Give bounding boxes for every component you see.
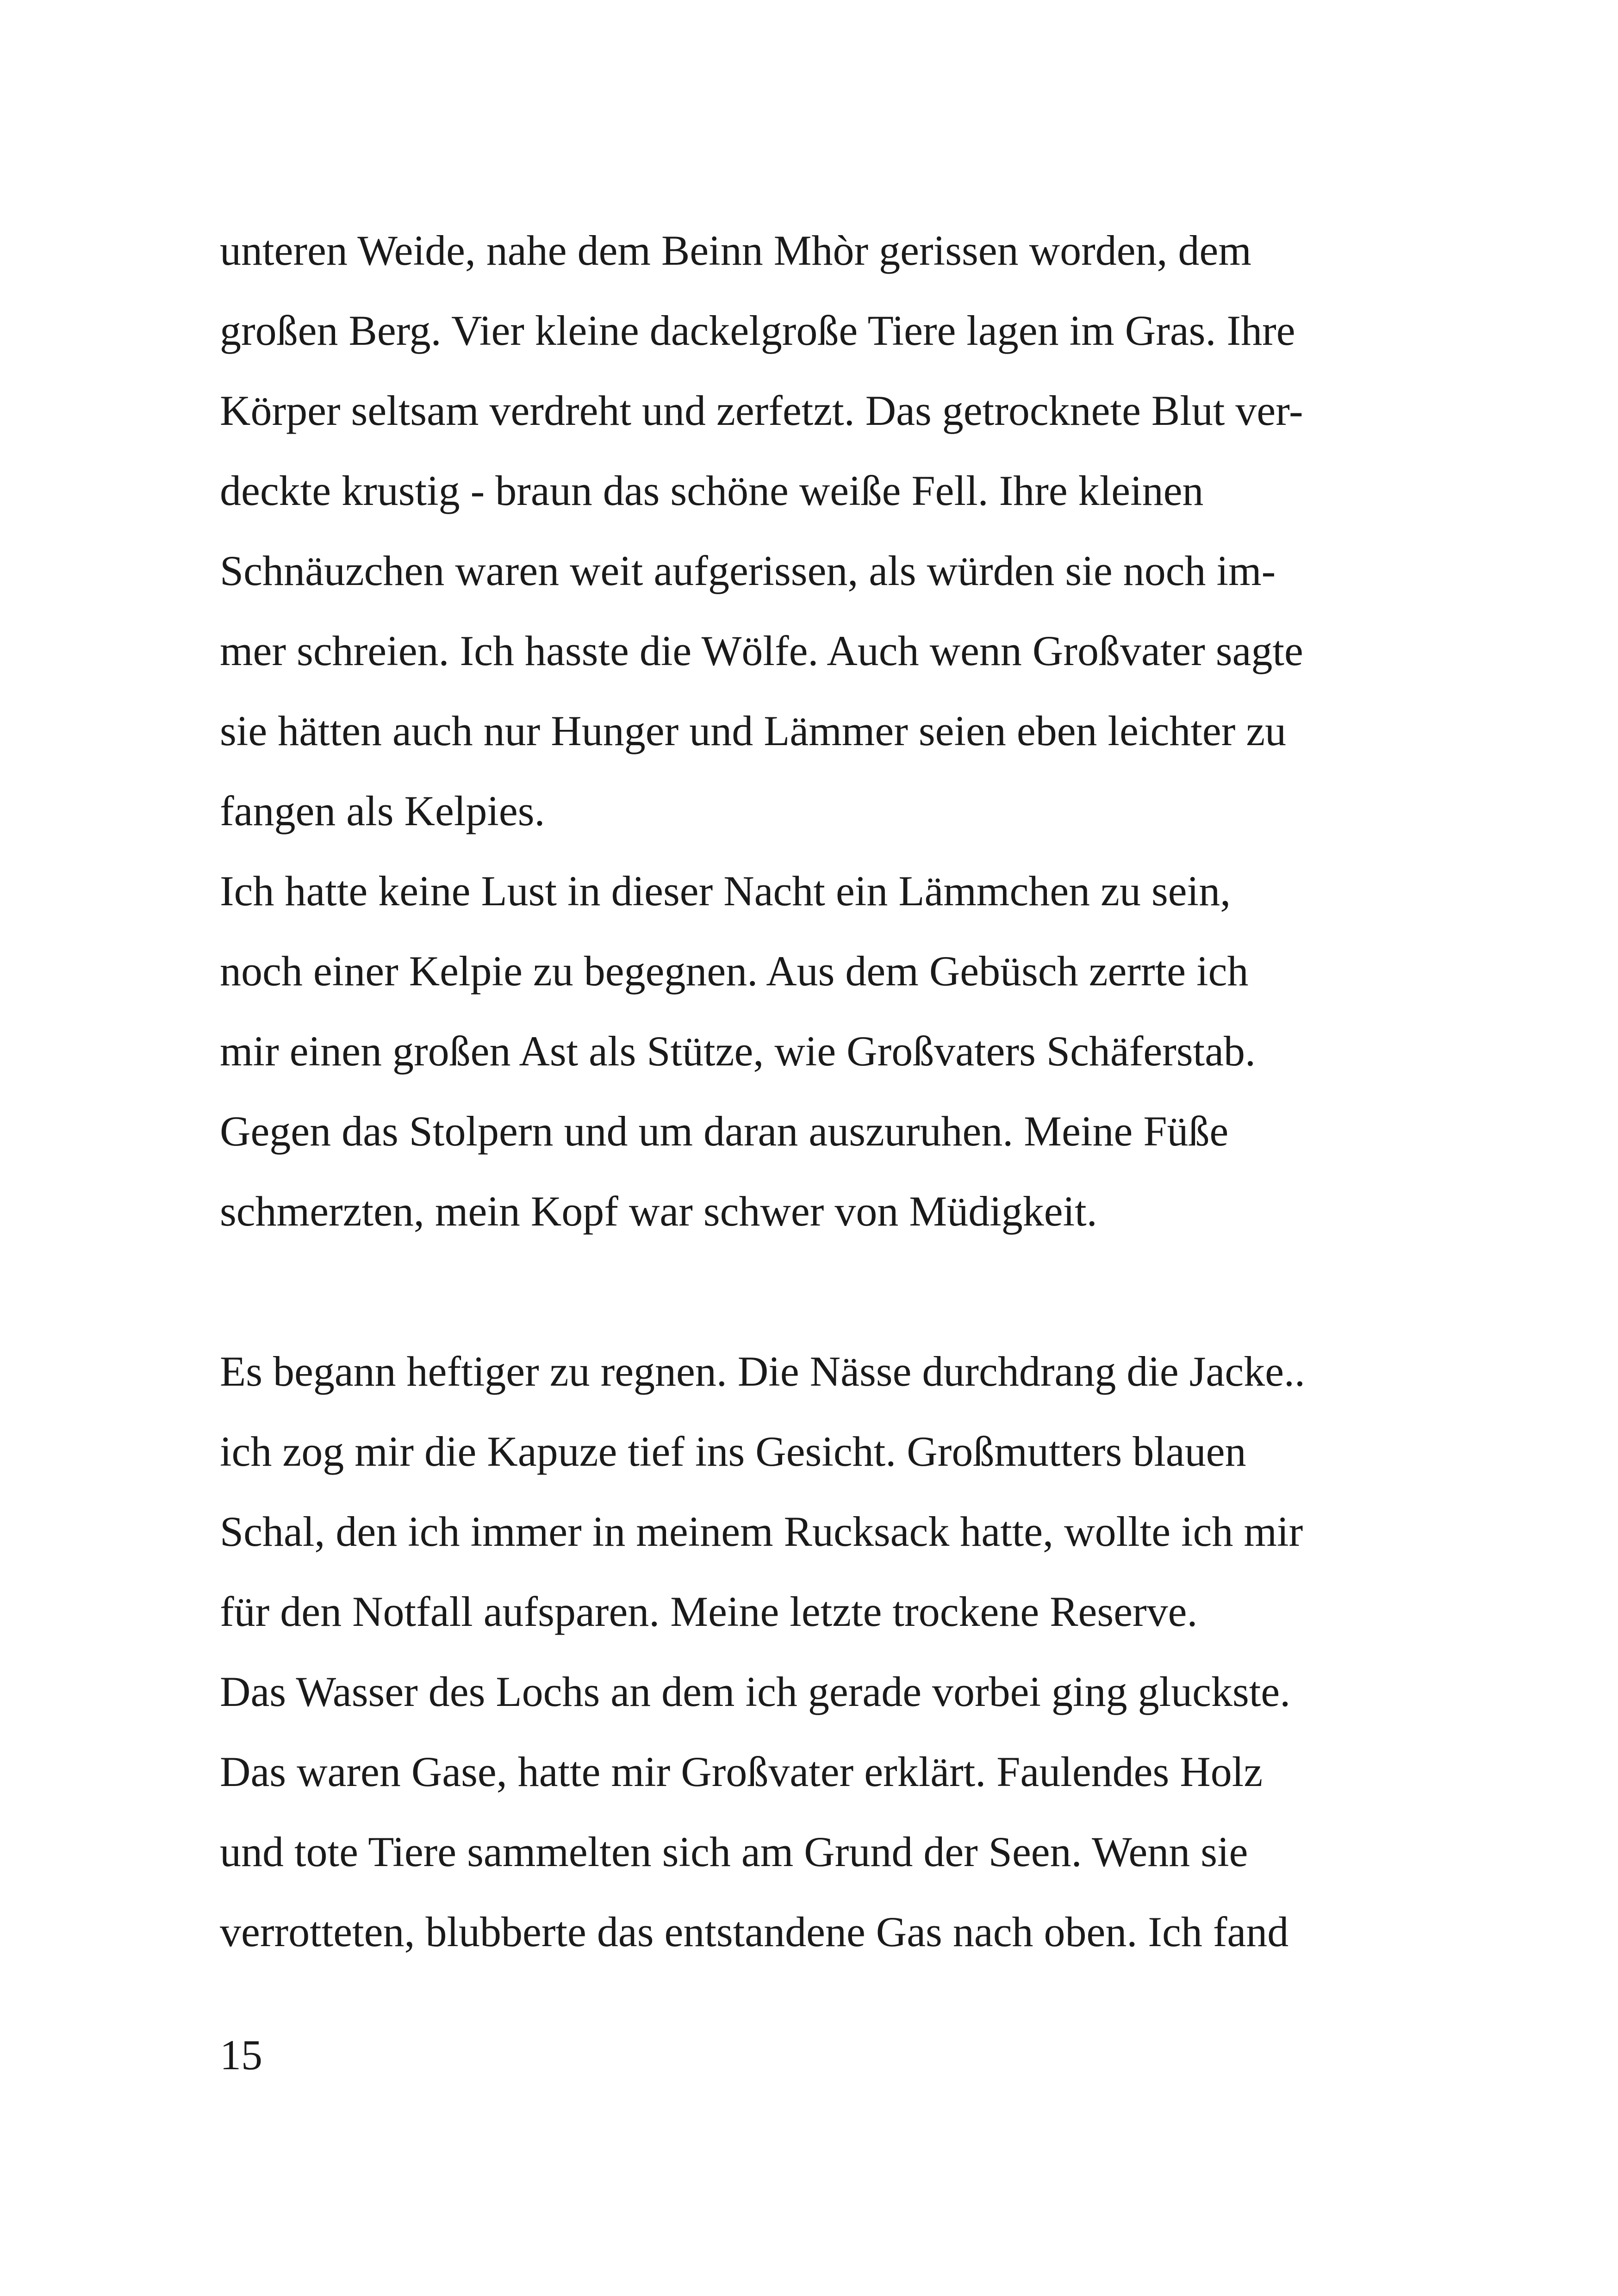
text-line: Gegen das Stolpern und um daran auszuruhen. Meine Füße xyxy=(220,1108,1229,1155)
text-line: Es begann heftiger zu regnen. Die Nässe durchdrang die Jacke.. xyxy=(220,1348,1306,1395)
text-line: verrotteten, blubberte das entstandene Gas nach oben. Ich fand xyxy=(220,1908,1289,1955)
text-line: noch einer Kelpie zu begegnen. Aus dem Gebüsch zerrte ich xyxy=(220,947,1249,995)
text-line: Das waren Gase, hatte mir Großvater erklärt. Faulendes Holz xyxy=(220,1748,1263,1795)
text-line: schmerzten, mein Kopf war schwer von Müdigkeit. xyxy=(220,1188,1097,1235)
text-line: Schal, den ich immer in meinem Rucksack hatte, wollte ich mir xyxy=(220,1508,1303,1555)
text-line: Schnäuzchen waren weit aufgerissen, als würden sie noch im- xyxy=(220,547,1276,594)
text-line: mer schreien. Ich hasste die Wölfe. Auch wenn Großvater sagte xyxy=(220,627,1303,674)
paragraph-spacer xyxy=(220,1251,1405,1332)
paragraph-1 xyxy=(220,211,1405,1251)
text-line: mir einen großen Ast als Stütze, wie Großvaters Schäferstab. xyxy=(220,1027,1256,1075)
text-line: ich zog mir die Kapuze tief ins Gesicht. Großmutters blauen xyxy=(220,1428,1246,1475)
text-line: Das Wasser des Lochs an dem ich gerade vorbei ging gluckste. xyxy=(220,1668,1291,1715)
text-line: Ich hatte keine Lust in dieser Nacht ein Lämmchen zu sein, xyxy=(220,867,1231,915)
text-line: fangen als Kelpies. xyxy=(220,787,545,834)
text-line: und tote Tiere sammelten sich am Grund der Seen. Wenn sie xyxy=(220,1828,1248,1875)
text-line: deckte krustig - braun das schöne weiße Fell. Ihre kleinen xyxy=(220,467,1204,514)
paragraph-2 xyxy=(220,1332,1405,1972)
text-line: sie hätten auch nur Hunger und Lämmer seien eben leichter zu xyxy=(220,707,1287,754)
text-line: Körper seltsam verdreht und zerfetzt. Das getrocknete Blut ver- xyxy=(220,387,1303,434)
text-line: für den Notfall aufsparen. Meine letzte trockene Reserve. xyxy=(220,1588,1198,1635)
text-line: unteren Weide, nahe dem Beinn Mhòr gerissen worden, dem xyxy=(220,227,1251,274)
page-body xyxy=(220,211,1405,1972)
text-line: großen Berg. Vier kleine dackelgroße Tiere lagen im Gras. Ihre xyxy=(220,307,1295,354)
page-number: 15 xyxy=(220,2031,262,2078)
